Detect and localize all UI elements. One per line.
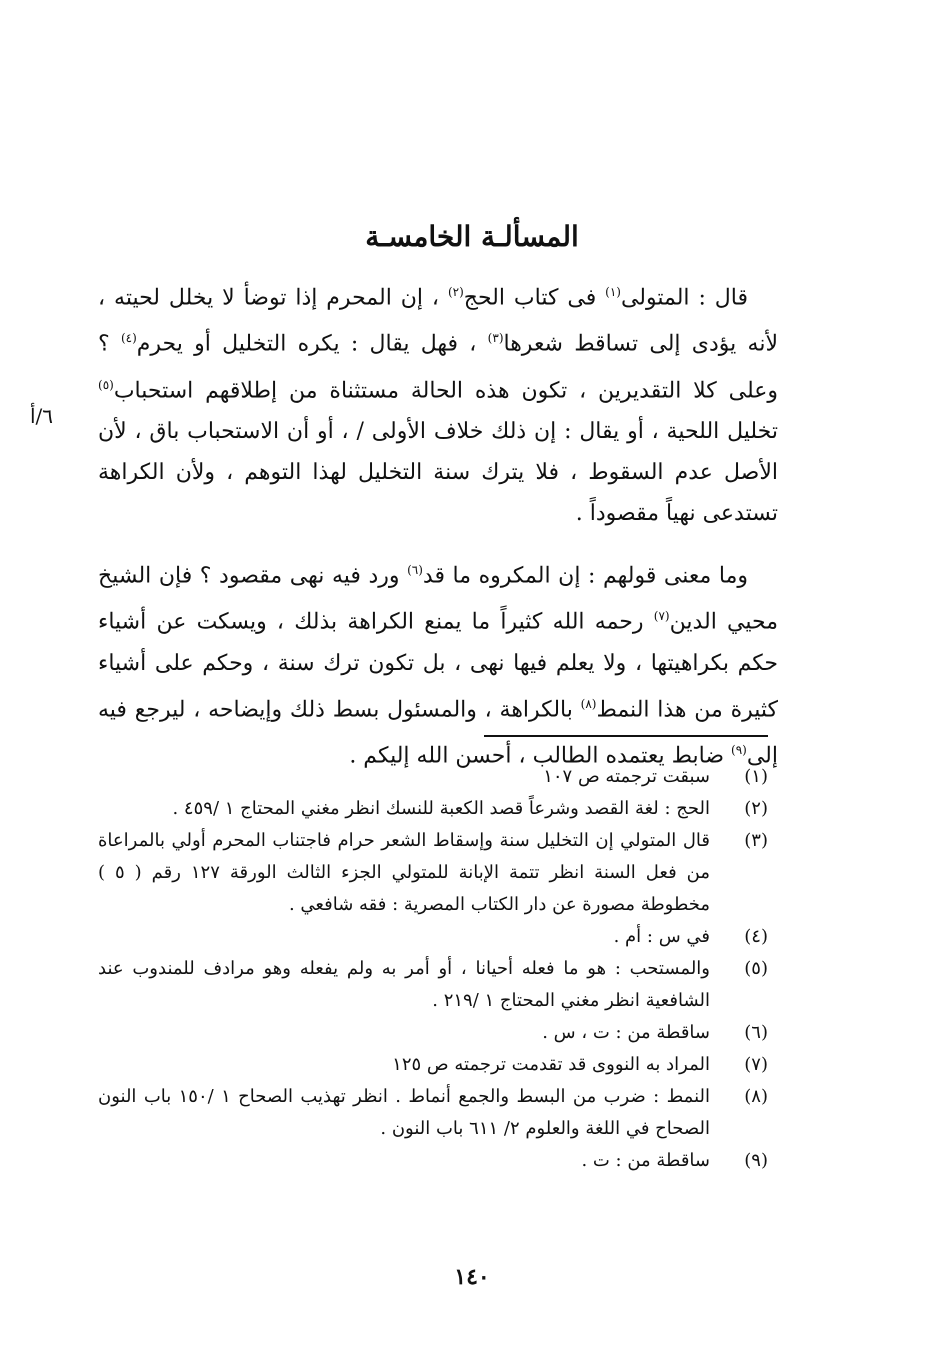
paragraph-text: ورد فيه نهى مقصود ؟ فإن الشيخ محيي الدين — [98, 563, 779, 635]
footnote-number: (٨) — [744, 1086, 768, 1107]
page-number: ١٤٠ — [454, 1264, 490, 1290]
footnote-text: قال المتولي إن التخليل سنة وإسقاط الشعر حرام فاجتناب المحرم أولي بالمراعاة من فعل السنة انظر تتمة الإبانة للمتولي الجزء الثالث الورقة ١٢٧ رقم ( ٥ ) مخطوطة مصورة عن دار الكتاب المصرية : فقه شافعي . — [98, 830, 710, 915]
paragraph-text: ، فهل يقال : يكره التخليل أو يحرم — [136, 331, 488, 357]
footnote-text: الحج : لغة القصد وشرعاً قصد الكعبة للنسك انظر مغني المحتاج ١ /٤٥٩ . — [172, 798, 710, 819]
footnote-number: (٦) — [744, 1022, 768, 1043]
footnote — [98, 825, 768, 921]
paragraph — [98, 272, 778, 534]
footnote — [98, 1145, 768, 1177]
footnote-ref: (٢) — [447, 285, 464, 299]
footnote-ref: (٨) — [580, 696, 597, 711]
footnote-ref: (٦) — [407, 562, 423, 577]
footnote-text: ساقطة من : ت . — [581, 1150, 710, 1171]
footnote-separator — [484, 735, 768, 737]
footnote — [98, 921, 768, 953]
paragraph-text: تخليل اللحية ، أو يقال : إن ذلك خلاف الأولى / ، أو أن الاستحباب باق ، لأن الأصل عدم السقوط ، فلا يترك سنة التخليل لهذا التوهم ، ولأن الكراهة تستدعى نهياً مقصوداً . — [98, 418, 778, 526]
footnote — [98, 761, 768, 793]
paragraph-text: قال : المتولى — [620, 285, 749, 311]
footnote-number: (٣) — [744, 830, 768, 851]
manuscript-folio-note: ٦/أ — [30, 404, 54, 428]
paragraph-text: بالكراهة ، والمسئول بسط ذلك وإيضاحه ، ليرجع فيه إلى — [98, 696, 778, 769]
footnote-number: (٩) — [744, 1150, 768, 1171]
footnote-ref: (٣) — [487, 331, 504, 346]
footnote — [98, 953, 768, 1017]
paragraph-text: ، إن المحرم إذا توضأ لا يخلل لحيته ، لأنه يؤدى إلى تساقط شعرها — [98, 285, 779, 357]
paragraph-text: فى كتاب الحج — [463, 285, 606, 311]
footnote-ref: (١) — [605, 285, 621, 299]
footnote-ref: (٥) — [98, 377, 114, 392]
footnote-number: (١) — [744, 766, 768, 787]
footnote-text: سبقت ترجمته ص ١٠٧ — [543, 766, 710, 787]
footnote-number: (٤) — [744, 926, 768, 947]
footnote-number: (٥) — [744, 958, 768, 979]
footnote-text: المراد به النووى قد تقدمت ترجمته ص ١٢٥ — [392, 1054, 710, 1075]
footnote-ref: (٤) — [120, 331, 137, 346]
footnote-text: النمط : ضرب من البسط والجمع أنماط . انظر تهذيب الصحاح ١ /١٥٠ باب النون الصحاح في اللغة والعلوم ٢/ ٦١١ باب النون . — [98, 1086, 710, 1139]
footnote-ref: (٩) — [731, 742, 747, 757]
footnotes — [98, 761, 768, 1177]
main-text — [98, 272, 778, 776]
footnote-text: والمستحب : هو ما فعله أحيانا ، أو أمر به ولم يفعله وهو مرادف للمندوب عند الشافعية انظر مغني المحتاج ١ /٢١٩ . — [98, 958, 710, 1011]
footnote — [98, 793, 768, 825]
paragraph-text: وما معنى قولهم : إن المكروه ما قد — [422, 563, 748, 589]
footnote — [98, 1017, 768, 1049]
footnote — [98, 1049, 768, 1081]
footnote-number: (٢) — [744, 798, 768, 819]
footnote-number: (٧) — [744, 1054, 768, 1075]
footnote — [98, 1081, 768, 1145]
footnote-ref: (٧) — [653, 609, 670, 624]
paragraph-text: رحمه الله كثيراً ما يمنع الكراهة بذلك ، ويسكت عن أشياء حكم بكراهيتها ، ولا يعلم فيها نهى ، بل تكون ترك سنة ، وحكم على أشياء كثيرة من هذا النمط — [98, 609, 779, 722]
footnote-text: ساقطة من : ت ، س . — [542, 1022, 710, 1043]
paragraph-text: ؟ وعلى كلا التقديرين ، تكون هذه الحالة مستثناة من إطلاقهم استحباب — [98, 331, 778, 403]
footnote-text: في س : أم . — [613, 926, 710, 947]
section-title: المسألـة الخامسـة — [365, 220, 579, 253]
paragraph — [98, 550, 778, 776]
paragraph-text: ضابط يعتمده الطالب ، أحسن الله إليكم . — [349, 743, 732, 769]
